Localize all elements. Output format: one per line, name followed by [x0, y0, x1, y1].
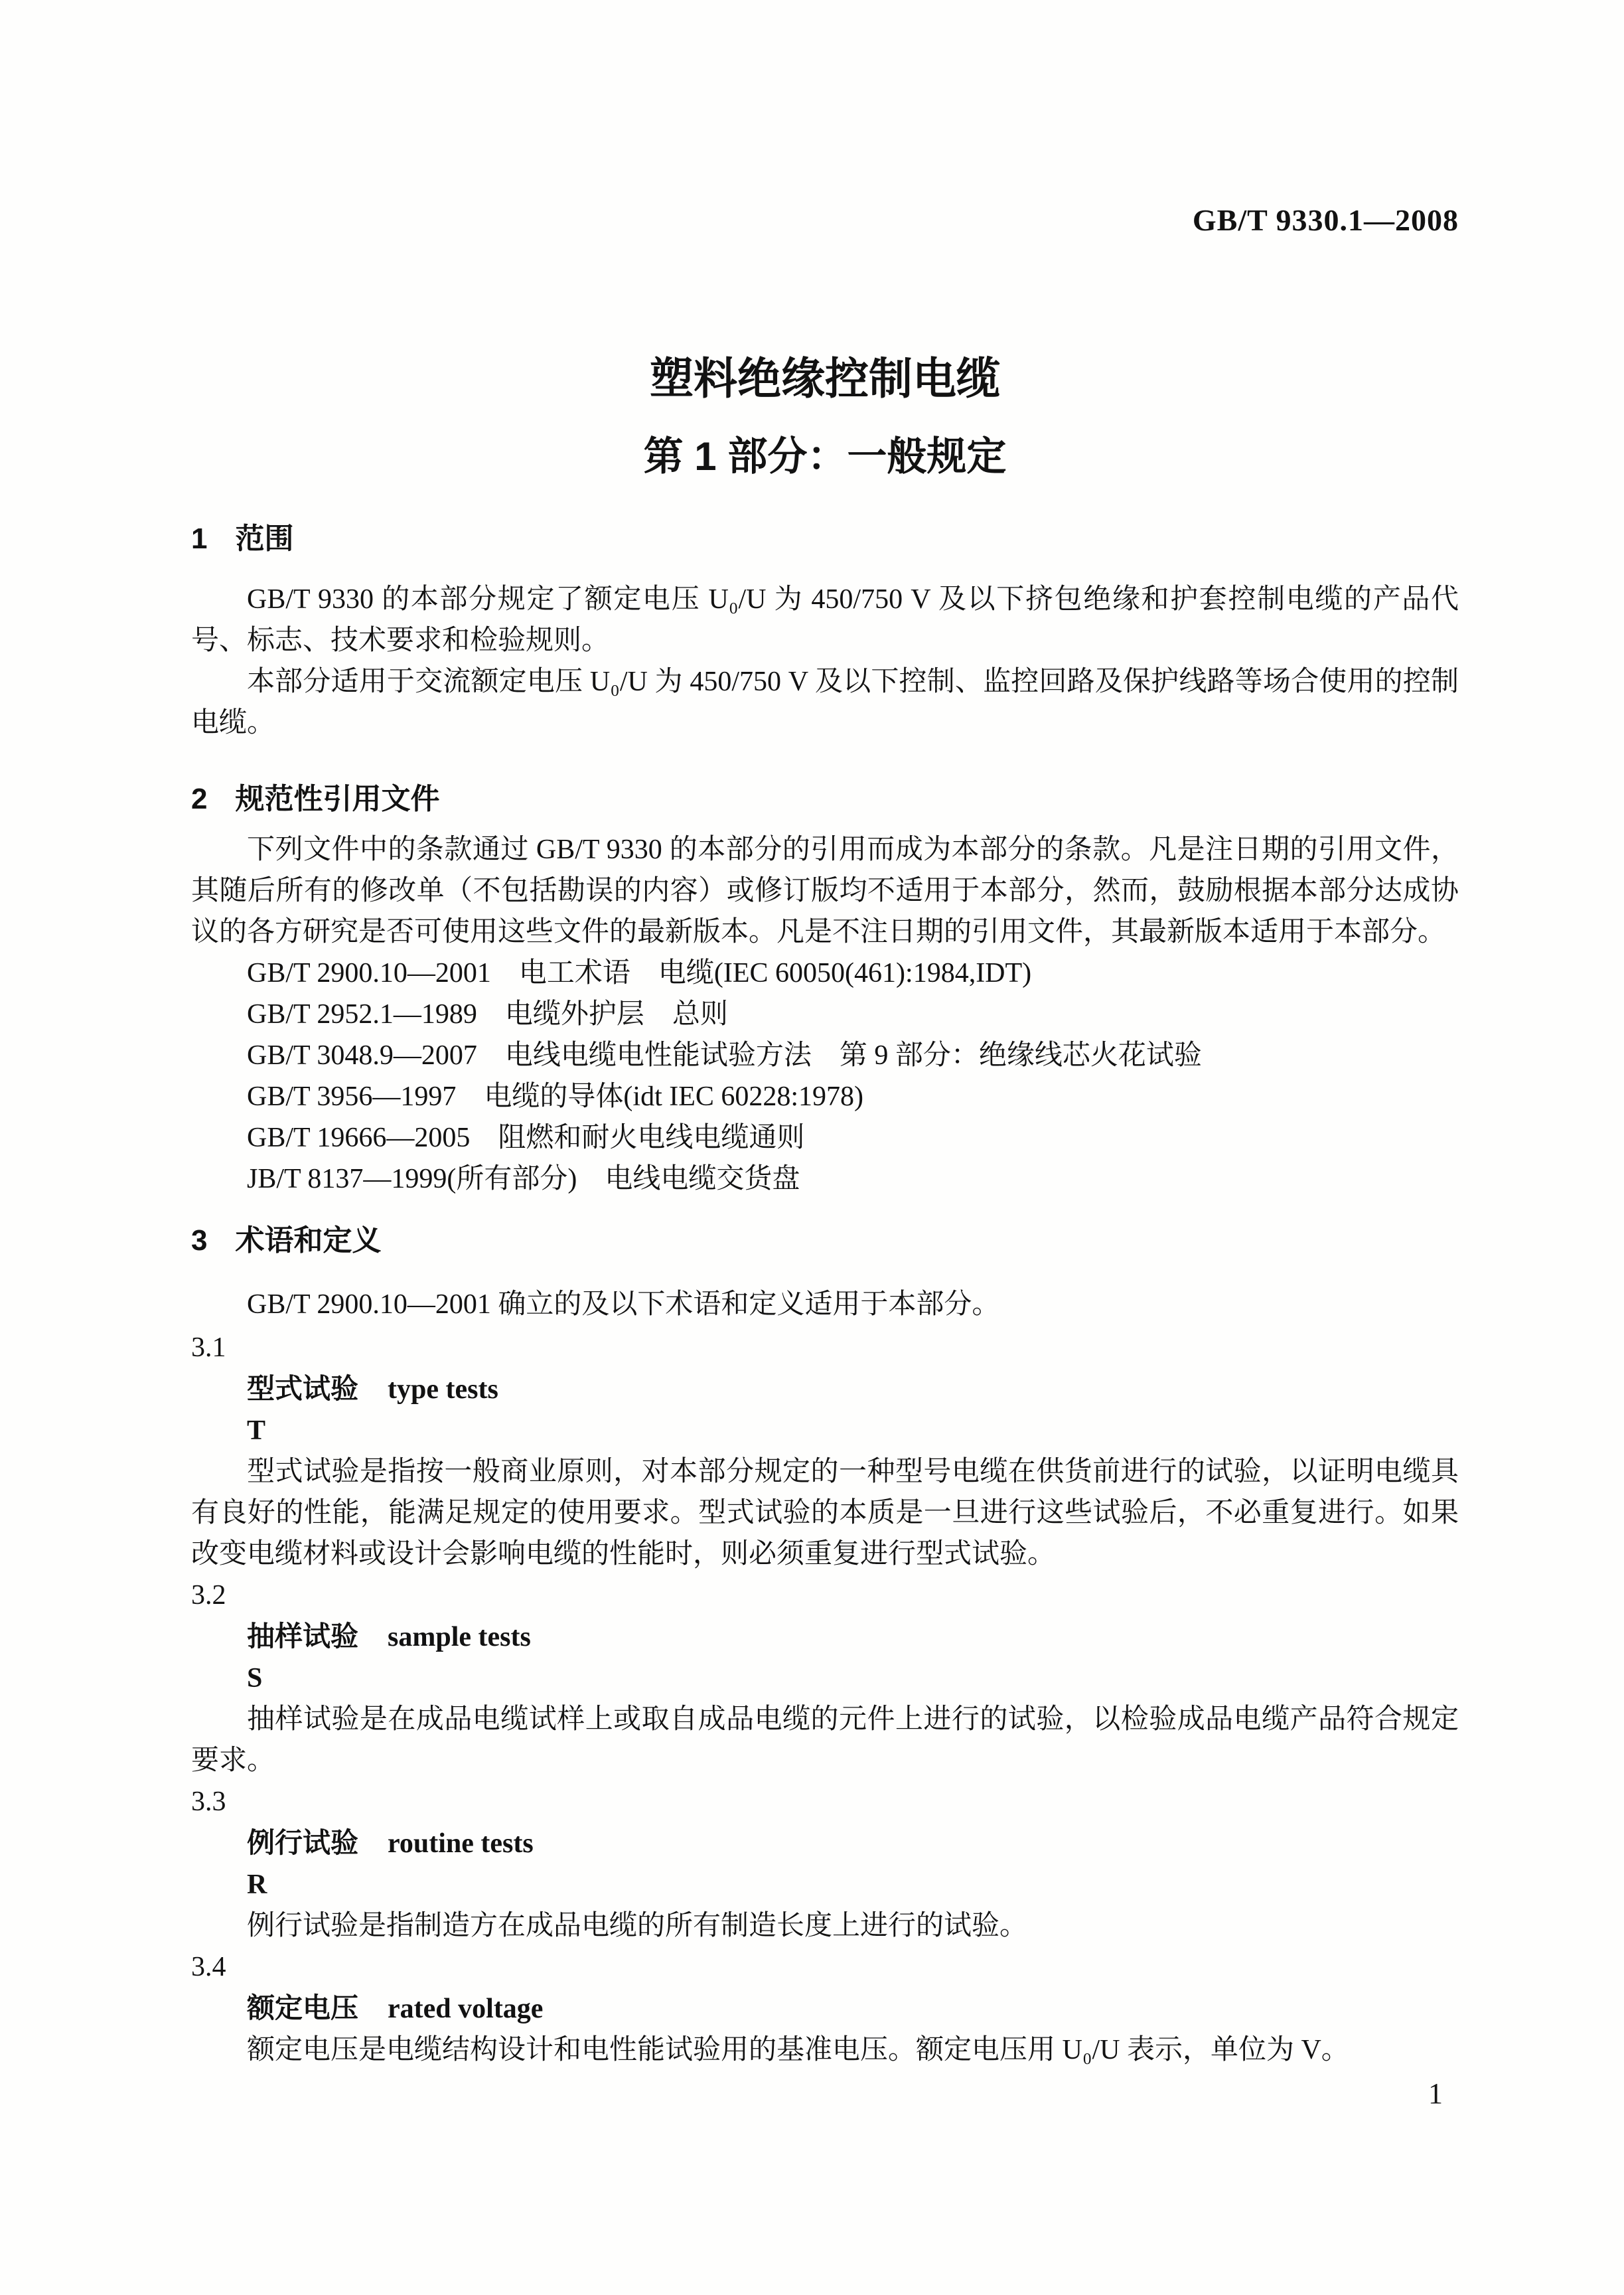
reference-list — [191, 953, 1459, 1200]
document-subtitle: 第 1 部分：一般规定 — [643, 434, 1007, 479]
scope-paragraph: GB/T 9330 的本部分规定了额定电压 U₀/U 为 450/750 V 及以下挤包绝缘和护套控制电缆的产品代号、标志、技术要求和检验规则。 — [191, 584, 1459, 656]
section-heading-terms — [191, 1220, 1459, 1261]
terms-intro: GB/T 2900.10—2001 确立的及以下术语和定义适用于本部分。 — [247, 1289, 1000, 1320]
term-code: S — [247, 1663, 263, 1694]
term-english: routine tests — [388, 1828, 534, 1859]
section-number: 1 — [191, 522, 208, 555]
reference-item: JB/T 8137—1999(所有部分) 电线电缆交货盘 — [247, 1164, 800, 1194]
term-chinese: 例行试验 — [247, 1827, 359, 1858]
section-title: 范围 — [235, 522, 294, 555]
reference-item: GB/T 19666—2005 阻燃和耐火电线电缆通则 — [247, 1123, 805, 1153]
term-definition: 例行试验是指制造方在成品电缆的所有制造长度上进行的试验。 — [247, 1911, 1028, 1941]
term-number: 3.3 — [191, 1786, 226, 1817]
section-number: 2 — [191, 783, 208, 815]
section-heading-scope — [191, 518, 1459, 560]
term-chinese: 额定电压 — [247, 1992, 359, 2023]
section-number: 3 — [191, 1224, 208, 1257]
term-number: 3.4 — [191, 1952, 226, 1982]
page-number: 1 — [1428, 2077, 1443, 2110]
term-english: rated voltage — [388, 1994, 544, 2024]
document-title: 塑料绝缘控制电缆 — [650, 354, 1000, 403]
reference-item: GB/T 3048.9—2007 电线电缆电性能试验方法 第 9 部分：绝缘线芯火花试验 — [247, 1040, 1202, 1071]
term-chinese: 型式试验 — [247, 1373, 359, 1404]
reference-item: GB/T 3956—1997 电缆的导体(idt IEC 60228:1978) — [247, 1081, 864, 1112]
section-title: 术语和定义 — [235, 1224, 382, 1257]
term-english: sample tests — [388, 1622, 531, 1652]
section-title: 规范性引用文件 — [235, 783, 440, 815]
term-definition: 额定电压是电缆结构设计和电性能试验用的基准电压。额定电压用 U₀/U 表示，单位为 V。 — [247, 2035, 1349, 2065]
term-code: R — [247, 1869, 267, 1900]
term-title — [191, 1822, 1459, 1864]
term-definition: 抽样试验是在成品电缆试样上或取自成品电缆的元件上进行的试验，以检验成品电缆产品符合规定要求。 — [191, 1704, 1459, 1776]
term-definition: 型式试验是指按一般商业原则，对本部分规定的一种型号电缆在供货前进行的试验，以证明电缆具有良好的性能，能满足规定的使用要求。型式试验的本质是一旦进行这些试验后，不必重复进行。如果改变电缆材料或设计会影响电缆的性能时，则必须重复进行型式试验。 — [191, 1457, 1459, 1569]
reference-item: GB/T 2900.10—2001 电工术语 电缆(IEC 60050(461):1984,IDT) — [247, 958, 1032, 989]
term-chinese: 抽样试验 — [247, 1621, 359, 1652]
term-code: T — [247, 1415, 266, 1446]
page-content — [191, 0, 1459, 2114]
scope-paragraph: 本部分适用于交流额定电压 U₀/U 为 450/750 V 及以下控制、监控回路及保护线路等场合使用的控制电缆。 — [191, 667, 1459, 738]
term-title — [191, 1368, 1459, 1410]
term-title — [191, 1616, 1459, 1658]
term-number: 3.1 — [191, 1332, 226, 1363]
standard-number: GB/T 9330.1—2008 — [1192, 203, 1459, 237]
term-number: 3.2 — [191, 1580, 226, 1611]
term-title — [191, 1988, 1459, 2029]
reference-item: GB/T 2952.1—1989 电缆外护层 总则 — [247, 999, 728, 1030]
references-intro: 下列文件中的条款通过 GB/T 9330 的本部分的引用而成为本部分的条款。凡是注日期的引用文件，其随后所有的修改单（不包括勘误的内容）或修订版均不适用于本部分，然而，鼓励根据本部分达成协议的各方研究是否可使用这些文件的最新版本。凡是不注日期的引用文件，其最新版本适用于本部分。 — [191, 834, 1459, 947]
term-english: type tests — [388, 1374, 498, 1405]
section-heading-references — [191, 779, 1459, 820]
